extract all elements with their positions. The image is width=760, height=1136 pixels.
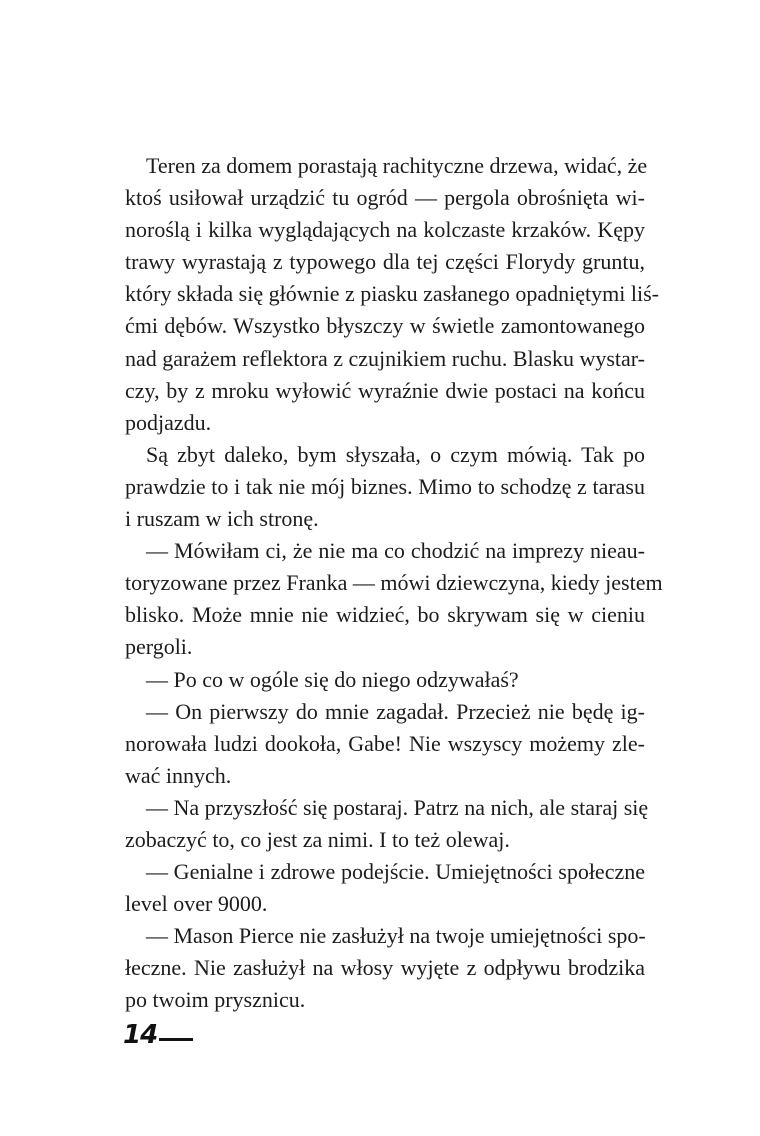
page-folio <box>123 1020 193 1050</box>
text-line: ćmi dębów. Wszystko błyszczy w świetle zamontowanego <box>125 313 645 339</box>
text-line: toryzowane przez Franka — mówi dziewczyna, kiedy jestem <box>125 570 663 596</box>
text-line: — Po co w ogóle się do niego odzywałaś? <box>146 666 519 692</box>
text-line: prawdzie to i tak nie mój biznes. Mimo to schodzę z tarasu <box>125 473 645 499</box>
text-line: — Mówiłam ci, że nie ma co chodzić na imprezy nieau- <box>146 538 645 564</box>
text-line: norowała ludzi dookoła, Gabe! Nie wszyscy możemy zle- <box>125 730 645 756</box>
text-line: — Mason Pierce nie zasłużył na twoje umiejętności spo- <box>146 923 646 949</box>
text-line: po twoim prysznicu. <box>125 987 306 1013</box>
text-line: nad garażem reflektora z czujnikiem ruchu. Blasku wystar- <box>125 345 646 371</box>
text-line: noroślą i kilka wyglądających na kolczaste krzaków. Kępy <box>125 217 645 243</box>
text-line: Teren za domem porastają rachityczne drzewa, widać, że <box>146 153 648 178</box>
text-line: podjazdu. <box>125 409 212 435</box>
text-line: level over 9000. <box>125 891 268 917</box>
page-number: 14 <box>123 1020 158 1050</box>
text-line: pergoli. <box>125 634 193 660</box>
text-line: — Na przyszłość się postaraj. Patrz na nich, ale staraj się <box>146 794 649 820</box>
text-line: Są zbyt daleko, bym słyszała, o czym mówią. Tak po <box>146 441 645 467</box>
text-line: trawy wyrastają z typowego dla tej części Florydy gruntu, <box>125 249 645 275</box>
text-line: zobaczyć to, co jest za nimi. I to też olewaj. <box>125 826 510 852</box>
text-line: — On pierwszy do mnie zagadał. Przecież nie będę ig- <box>146 698 645 724</box>
folio-rule <box>159 1038 193 1041</box>
text-line: wać innych. <box>125 762 232 788</box>
text-line: czy, by z mroku wyłowić wyraźnie dwie postaci na końcu <box>125 377 645 403</box>
text-line: ktoś usiłował urządzić tu ogród — pergola obrośnięta wi- <box>125 185 645 211</box>
body-text <box>125 150 663 1017</box>
text-line: — Genialne i zdrowe podejście. Umiejętności społeczne <box>146 859 645 885</box>
text-line: i ruszam w ich stronę. <box>125 506 319 532</box>
text-line: łeczne. Nie zasłużył na włosy wyjęte z odpływu brodzika <box>125 955 645 981</box>
text-line: który składa się głównie z piasku zasłanego opadniętymi liś- <box>125 281 659 307</box>
text-line: blisko. Może mnie nie widzieć, bo skrywam się w cieniu <box>125 602 645 628</box>
